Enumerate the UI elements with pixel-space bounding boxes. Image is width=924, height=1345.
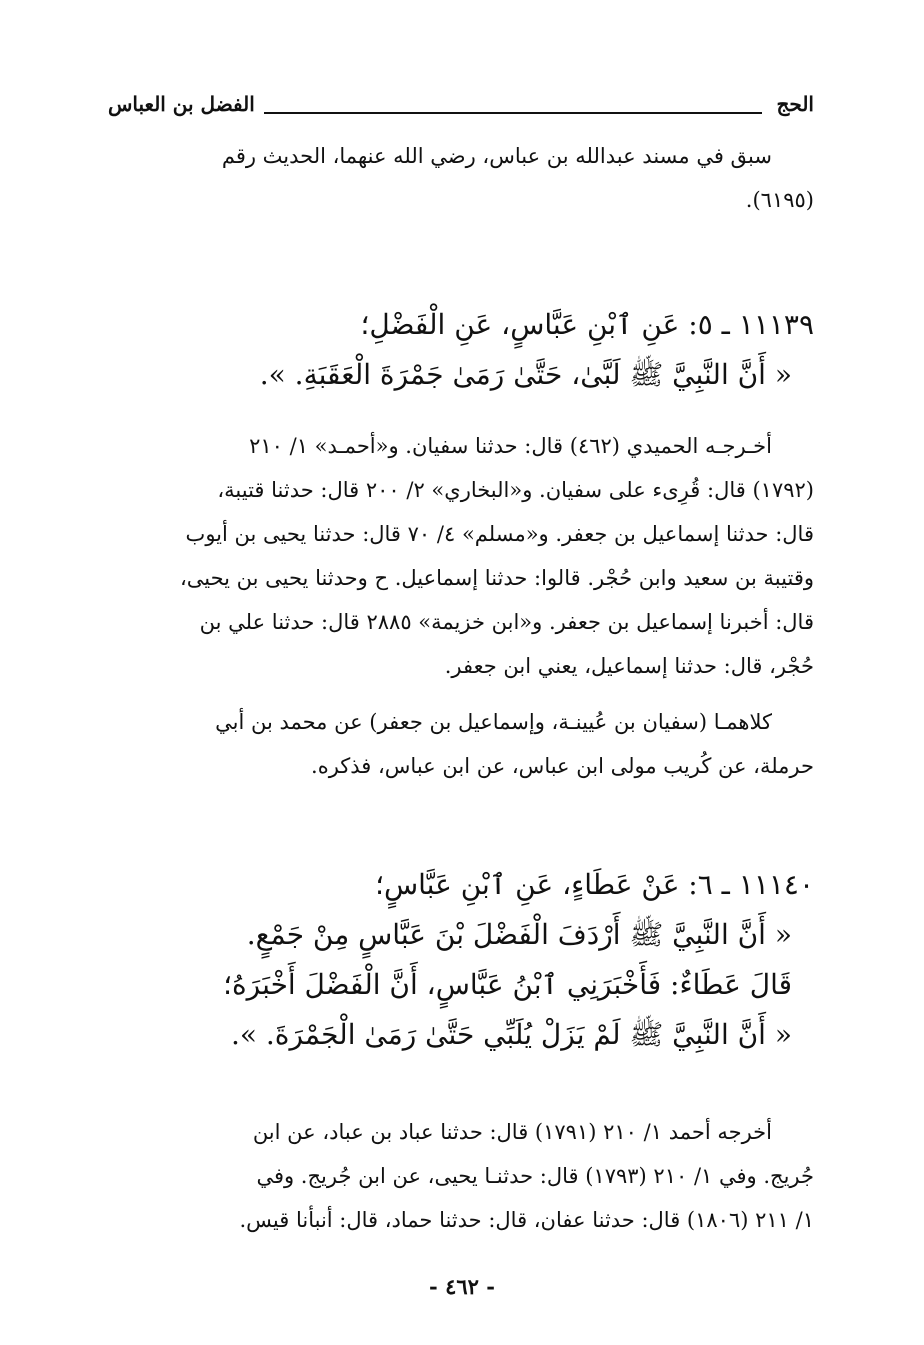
text-line: حُجْر، قال: حدثنا إسماعيل، يعني ابن جعفر. bbox=[444, 654, 814, 678]
text-line: أخـرجـه الحميدي (٤٦٢) قال: حدثنا سفيان. و«أحمـد» ١/ ٢١٠ bbox=[249, 434, 772, 458]
text-line: ١/ ٢١١ (١٨٠٦) قال: حدثنا عفان، قال: حدثنا حماد، قال: أنبأنا قيس. bbox=[239, 1208, 814, 1232]
header-rule bbox=[264, 112, 762, 114]
text-line: حرملة، عن كُريب مولى ابن عباس، عن ابن عباس، فذكره. bbox=[311, 754, 814, 778]
hadith-text-line: « أَنَّ النَّبِيَّ ﷺ أَرْدَفَ الْفَضْلَ بْنَ عَبَّاسٍ مِنْ جَمْعٍ. bbox=[246, 918, 792, 951]
chapter-title: الحج bbox=[776, 92, 814, 116]
text-line: (٦١٩٥). bbox=[745, 188, 814, 212]
hadith-heading: ١١١٣٩ ـ ٥: عَنِ ٱبْنِ عَبَّاسٍ، عَنِ الْفَضْلِ؛ bbox=[360, 308, 814, 341]
section-title: الفضل بن العباس bbox=[108, 92, 255, 116]
intro-paragraph bbox=[108, 134, 814, 222]
takhrij-paragraph-1 bbox=[108, 424, 814, 688]
hadith-text-line: قَالَ عَطَاءٌ: فَأَخْبَرَنِي ٱبْنُ عَبَّاسٍ، أَنَّ الْفَضْلَ أَخْبَرَهُ؛ bbox=[223, 968, 792, 1001]
hadith-heading: ١١١٤٠ ـ ٦: عَنْ عَطَاءٍ، عَنِ ٱبْنِ عَبَّاسٍ؛ bbox=[375, 868, 814, 901]
hadith-text-line: « أَنَّ النَّبِيَّ ﷺ لَمْ يَزَلْ يُلَبِّي حَتَّىٰ رَمَىٰ الْجَمْرَةَ. ». bbox=[230, 1018, 792, 1051]
hadith-11140 bbox=[154, 860, 814, 1060]
text-line: قال: حدثنا إسماعيل بن جعفر. و«مسلم» ٤/ ٧٠ قال: حدثنا يحيى بن أيوب bbox=[185, 522, 814, 546]
text-line: أخرجه أحمد ١/ ٢١٠ (١٧٩١) قال: حدثنا عباد بن عباد، عن ابن bbox=[252, 1120, 772, 1144]
hadith-text-line: « أَنَّ النَّبِيَّ ﷺ لَبَّىٰ، حَتَّىٰ رَمَىٰ جَمْرَةَ الْعَقَبَةِ. ». bbox=[259, 358, 792, 391]
page-number: - ٤٦٢ - bbox=[429, 1274, 495, 1299]
text-line: (١٧٩٢) قال: قُرِىء على سفيان. و«البخاري» ٢/ ٢٠٠ قال: حدثنا قتيبة، bbox=[217, 478, 814, 502]
text-line: كلاهمـا (سفيان بن عُيينـة، وإسماعيل بن جعفر) عن محمد بن أبي bbox=[215, 710, 772, 734]
takhrij-paragraph-2 bbox=[108, 700, 814, 788]
running-header bbox=[108, 92, 814, 122]
text-line: وقتيبة بن سعيد وابن حُجْر. قالوا: حدثنا إسماعيل. ح وحدثنا يحيى بن يحيى، bbox=[179, 566, 814, 590]
hadith-11139 bbox=[154, 300, 814, 400]
takhrij-paragraph-3 bbox=[108, 1110, 814, 1242]
text-line: قال: أخبرنا إسماعيل بن جعفر. و«ابن خزيمة» ٢٨٨٥ قال: حدثنا علي بن bbox=[199, 610, 814, 634]
text-line: جُريج. وفي ١/ ٢١٠ (١٧٩٣) قال: حدثنـا يحيى، عن ابن جُريج. وفي bbox=[256, 1164, 814, 1188]
text-line: سبق في مسند عبدالله بن عباس، رضي الله عنهما، الحديث رقم bbox=[221, 144, 772, 168]
